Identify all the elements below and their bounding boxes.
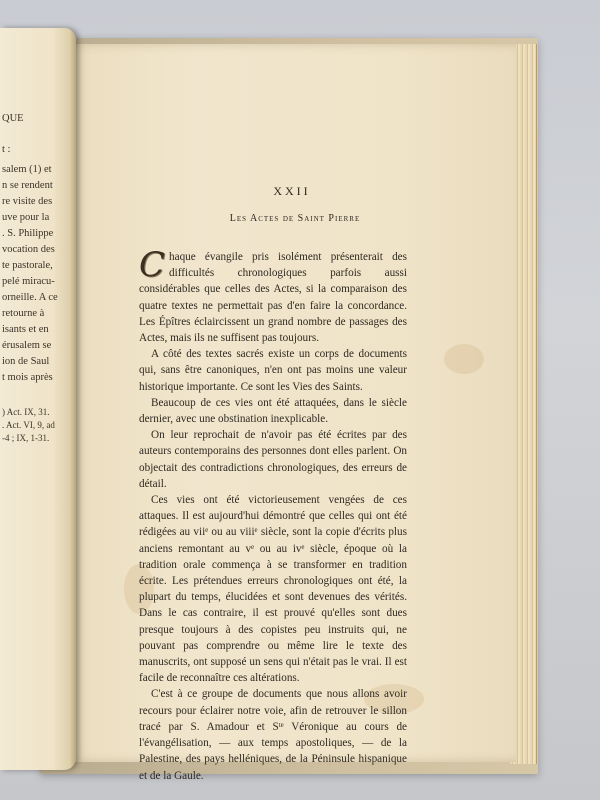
- left-page-footnote: -4 ; IX, 1-31.: [2, 433, 50, 443]
- left-page-line: . S. Philippe: [2, 228, 54, 239]
- left-page-line: QUE: [2, 113, 24, 124]
- chapter-title: Les Actes de Saint Pierre: [229, 213, 361, 224]
- left-page-footnote: . Act. VI, 9, ad: [2, 420, 55, 430]
- left-page-line: te pastorale,: [2, 260, 53, 271]
- left-page-line: retourne à: [2, 308, 45, 319]
- paragraph: [139, 245, 407, 346]
- left-page-line: érusalem se: [2, 340, 52, 351]
- left-page-line: t :: [2, 144, 11, 155]
- paragraph: Beaucoup de ces vies ont été attaquées, dans le siècle dernier, avec une obstination inexplicable.: [139, 396, 407, 426]
- paragraph: A côté des textes sacrés existe un corps de documents qui, sans être canoniques, n'en ont pas moins une valeur historique importante. Ce sont les Vies des Saints.: [139, 348, 407, 393]
- left-page-line: pelé miracu-: [2, 276, 55, 287]
- left-page: [0, 28, 76, 770]
- left-page-line: isants et en: [2, 324, 49, 335]
- paragraph-text: haque évangile pris isolément présenterait des difficultés chronologiques parfois aussi considérables que celles des Actes, si la comparaison des quatre textes ne permettait pas d'en faire la concordance. Les Épîtres éclaircissent un grand nombre de passages des Actes, mais ils ne suffisent pas toujours.: [139, 251, 407, 345]
- drop-cap: C: [139, 245, 166, 285]
- left-page-line: salem (1) et: [2, 164, 52, 175]
- paragraph: C'est à ce groupe de documents que nous allons avoir recours pour éclairer notre voie, afin de retrouver le sillon tracé par S. Amadour et Sᵗᵉ Véronique au cours de l'évangélisation, — aux temps apostoliques, — de la Palestine, des pays helléniques, de la Péninsule hispanique et de la Gaule.: [139, 688, 407, 782]
- left-page-line: t mois après: [2, 372, 53, 383]
- left-page-footnote: ) Act. IX, 31.: [2, 407, 50, 417]
- left-page-line: n se rendent: [2, 180, 53, 191]
- left-page-line: ion de Saul: [2, 356, 50, 367]
- left-page-line: vocation des: [2, 244, 55, 255]
- chapter-number: XXII: [273, 184, 311, 198]
- left-page-line: uve pour la: [2, 212, 50, 223]
- foxing-stain: [444, 344, 484, 374]
- paragraph: On leur reprochait de n'avoir pas été écrites par des auteurs contemporains des personnes dont elles parlent. On objectait des contradictions chronologiques, des erreurs de détail.: [139, 429, 407, 490]
- paragraph: Ces vies ont été victorieusement vengées de ces attaques. Il est aujourd'hui démontré que celles qui ont été rédigées au viiᵉ ou au viiiᵉ siècle, sont la copie d'écrits plus anciens remontant au vᵉ ou au ivᵉ siècle, époque où la tradition orale commença à se transformer en tradition écrite. Les prétendues erreurs chronologiques ont été, la plupart du temps, élucidées et sont devenues des vérités. Dans le cas contraire, il est prouvé qu'elles sont dues presque toujours à des copistes peu instruits qui, ne pouvant pas comprendre ou même lire le texte des manuscrits, ont supposé un sens qui n'était pas le vrai. Il est facile de reconnaître ces altérations.: [139, 494, 407, 685]
- left-page-line: orneille. A ce: [2, 292, 58, 303]
- left-page-line: re visite des: [2, 196, 53, 207]
- body-text: [139, 245, 407, 784]
